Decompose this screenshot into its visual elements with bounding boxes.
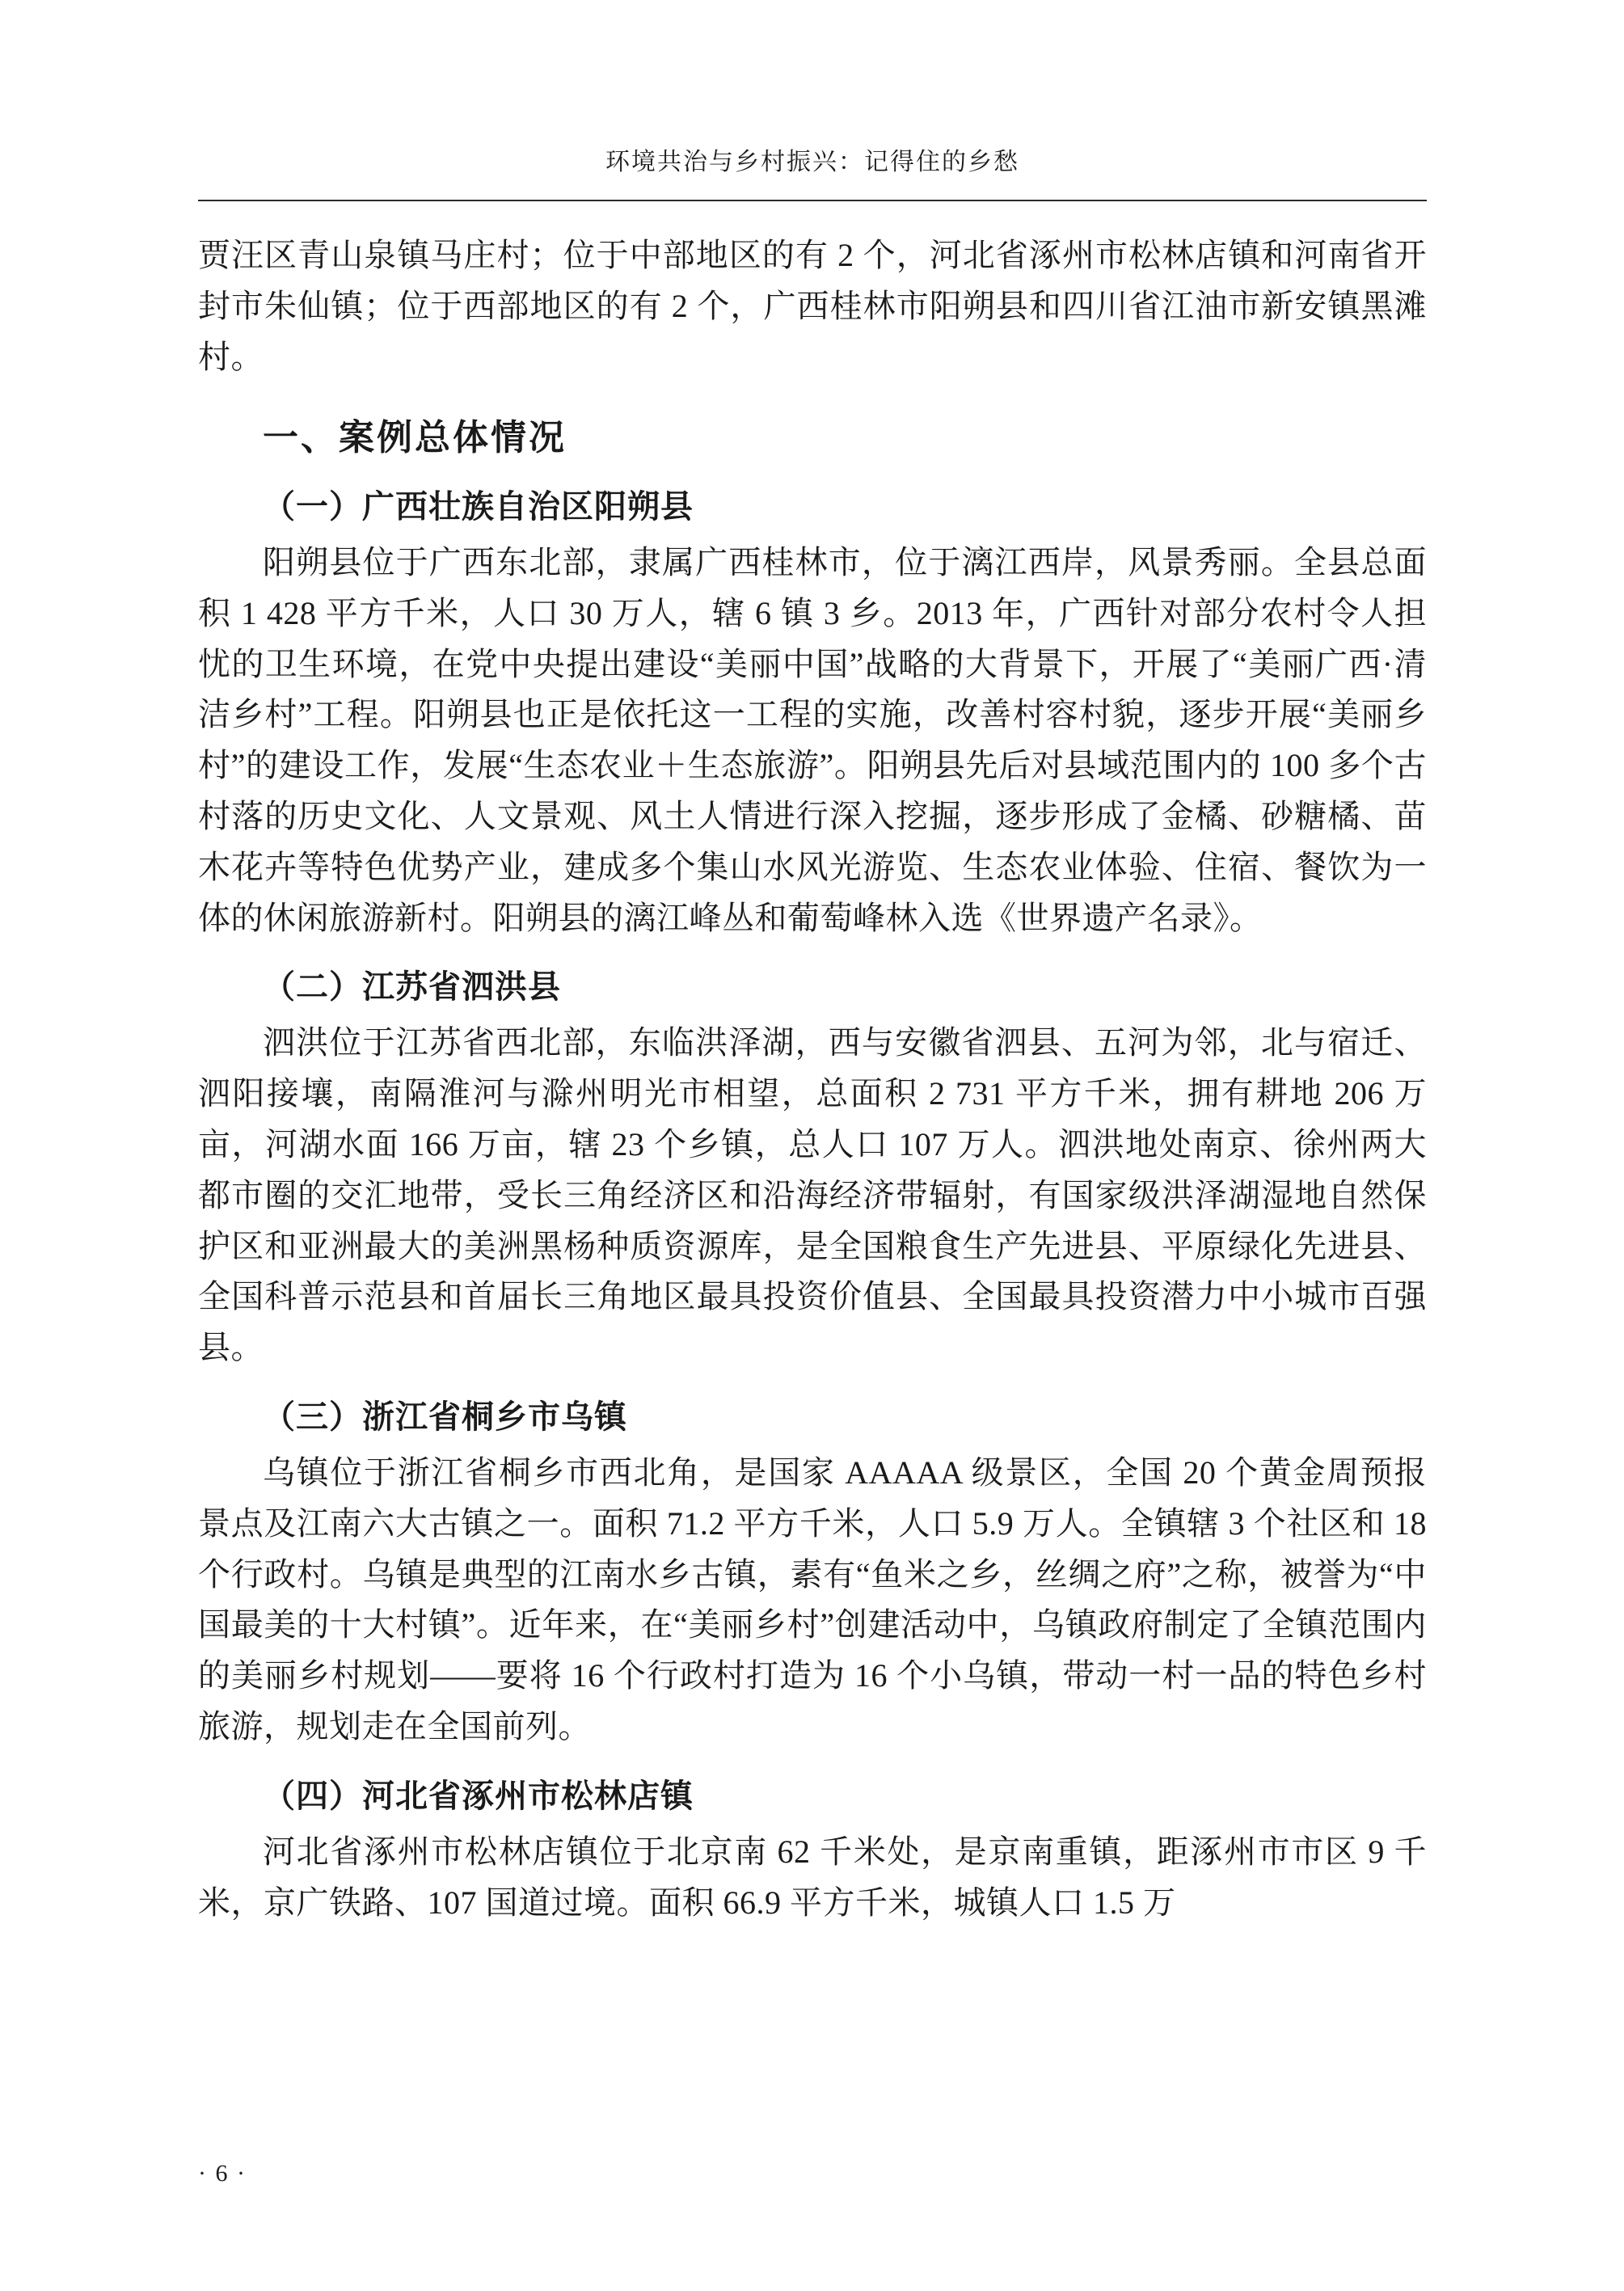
section-heading-1: 一、案例总体情况 <box>263 418 567 458</box>
subsection-heading-3: （三）浙江省桐乡市乌镇 <box>263 1399 627 1435</box>
page-footer <box>198 2160 1427 2188</box>
subsection-paragraph-4: 河北省涿州市松林店镇位于北京南 62 千米处，是京南重镇，距涿州市市区 9 千米，京广铁路、107 国道过境。面积 66.9 平方千米，城镇人口 1.5 万 <box>198 1833 1427 1921</box>
subsection-heading-1: （一）广西壮族自治区阳朔县 <box>263 488 694 525</box>
subsection-heading-4: （四）河北省涿州市松林店镇 <box>263 1778 694 1814</box>
page-body <box>198 230 1427 1931</box>
running-head <box>198 141 1427 177</box>
page-number: · 6 · <box>198 2160 247 2187</box>
continued-paragraph: 贾汪区青山泉镇马庄村；位于中部地区的有 2 个，河北省涿州市松林店镇和河南省开封市朱仙镇；位于西部地区的有 2 个，广西桂林市阳朔县和四川省江油市新安镇黑滩村。 <box>198 237 1427 375</box>
subsection-paragraph-2: 泗洪位于江苏省西北部，东临洪泽湖，西与安徽省泗县、五河为邻，北与宿迁、泗阳接壤，南隔淮河与滁州明光市相望，总面积 2 731 平方千米，拥有耕地 206 万亩，河湖水面 166 万亩，辖 23 个乡镇，总人口 107 万人。泗洪地处南京、徐州两大都市圈的交汇地带，受长三角经济区和沿海经济带辐射，有国家级洪泽湖湿地自然保护区和亚洲最大的美洲黑杨种质资源库，是全国粮食生产先进县、平原绿化先进县、全国科普示范县和首届长三角地区最具投资价值县、全国最具投资潜力中小城市百强县。 <box>198 1024 1427 1366</box>
subsection-paragraph-3: 乌镇位于浙江省桐乡市西北角，是国家 AAAAA 级景区，全国 20 个黄金周预报景点及江南六大古镇之一。面积 71.2 平方千米，人口 5.9 万人。全镇辖 3 个社区和 18 个行政村。乌镇是典型的江南水乡古镇，素有“鱼米之乡，丝绸之府”之称，被誉为“中国最美的十大村镇”。近年来，在“美丽乡村”创建活动中，乌镇政府制定了全镇范围内的美丽乡村规划——要将 16 个行政村打造为 16 个小乌镇，带动一村一品的特色乡村旅游，规划走在全国前列。 <box>198 1453 1427 1745</box>
subsection-paragraph-1: 阳朔县位于广西东北部，隶属广西桂林市，位于漓江西岸，风景秀丽。全县总面积 1 428 平方千米，人口 30 万人，辖 6 镇 3 乡。2013 年，广西针对部分农村令人担忧的卫生环境，在党中央提出建设“美丽中国”战略的大背景下，开展了“美丽广西·清洁乡村”工程。阳朔县也正是依托这一工程的实施，改善村容村貌，逐步开展“美丽乡村”的建设工作，发展“生态农业＋生态旅游”。阳朔县先后对县域范围内的 100 多个古村落的历史文化、人文景观、风土人情进行深入挖掘，逐步形成了金橘、砂糖橘、苗木花卉等特色优势产业，建成多个集山水风光游览、生态农业体验、住宿、餐饮为一体的休闲旅游新村。阳朔县的漓江峰丛和葡萄峰林入选《世界遗产名录》。 <box>198 543 1427 936</box>
subsection-heading-2: （二）江苏省泗洪县 <box>263 969 561 1006</box>
header-divider <box>198 200 1427 201</box>
running-head-title: 环境共治与乡村振兴：记得住的乡愁 <box>605 149 1019 175</box>
